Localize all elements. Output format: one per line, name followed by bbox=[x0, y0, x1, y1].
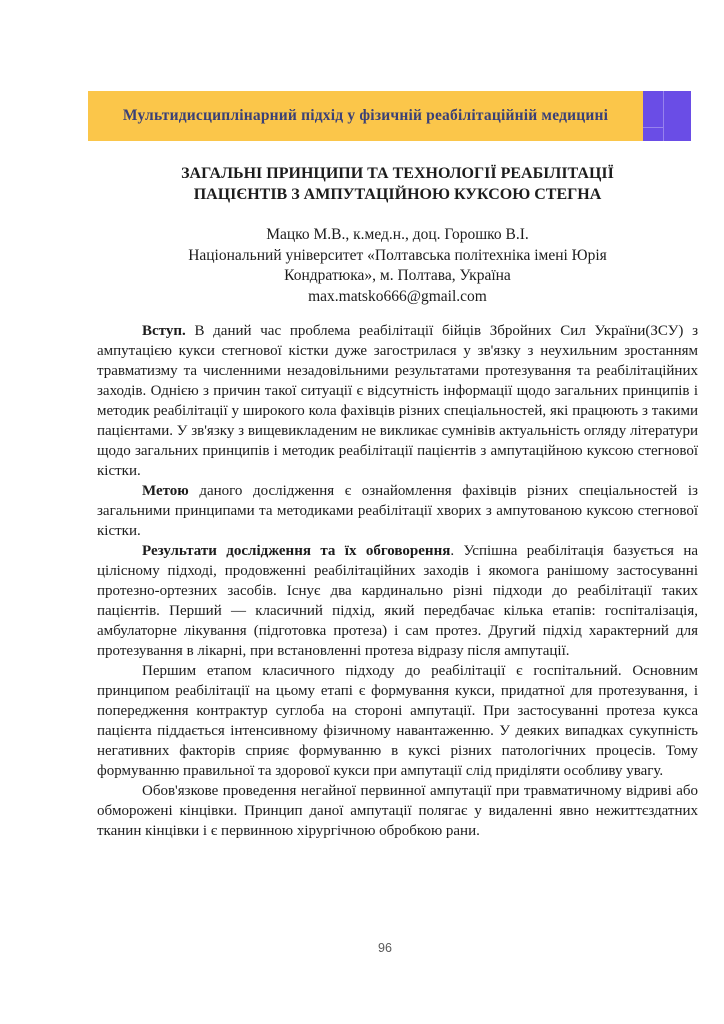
paragraph-intro bbox=[97, 321, 698, 481]
affiliation-line: Національний університет «Полтавська політехніка імені Юрія Кондратюка», м. Полтава, Україна bbox=[188, 246, 607, 284]
email-address: max.matsko666@gmail.com bbox=[308, 287, 487, 305]
paragraph-hospital-stage bbox=[97, 661, 698, 781]
article-meta bbox=[97, 225, 698, 307]
accent-vertical-divider bbox=[663, 91, 664, 141]
section-banner-title: Мультидисциплінарний підхід у фізичній реабілітаційній медицині bbox=[122, 107, 609, 124]
article-content bbox=[97, 163, 698, 841]
page-number: 96 bbox=[378, 941, 392, 955]
paragraph-results bbox=[97, 541, 698, 661]
paragraph-lead: Вступ. bbox=[142, 323, 186, 339]
authors-line: Мацко М.В., к.мед.н., доц. Горошко В.І. bbox=[266, 226, 529, 243]
section-banner bbox=[88, 91, 643, 141]
paragraph-text: . Успішна реабілітація базується на цілісному підході, продовженні реабілітаційних заходів і якомога ранішому застосуванні протезно-ортезних засобів. Існує два кардинально різні підходи до реабілітації таких пацієнтів. Перший — класичний підхід, який передбачає кілька етапів: госпіталізація, амбулаторне лікування (підготовка протеза) і сам протез. Другий підхід характерний для протезування в лікарні, при встановленні протеза відразу після ампутації. bbox=[97, 543, 699, 659]
paragraph-text: В даний час проблема реабілітації бійців Збройних Сил України(ЗСУ) з ампутацією кукси стегнової кістки дуже загострилася у зв'язку з неухильним зростанням травматизму та численними незадовільними результатами протезування та реабілітаційних заходів. Однією з причин такої ситуації є відсутність інформації щодо загальних принципів і методик реабілітації у широкого кола фахівців різних спеціальностей, які працюють з такими пацієнтами. У зв'язку з вищевикладеним не викликає сумнівів актуальність огляду літератури щодо загальних принципів і методик реабілітації пацієнтів з ампутаційною куксою стегнової кістки. bbox=[97, 323, 698, 479]
paragraph-text: Обов'язкове проведення негайної первинної ампутації при травматичному відриві або обморожені кінцівки. Принцип даної ампутації полягає у видаленні явно нежиттєздатних тканин кінцівки і є первинною хірургічною обробкою рани. bbox=[97, 783, 698, 839]
paragraph-text: Першим етапом класичного підходу до реабілітації є госпітальний. Основним принципом реабілітації на цьому етапі є формування кукси, придатної для протезування, і попередження контрактур суглоба на стороні ампутації. При застосуванні протеза кукса пацієнта піддається інтенсивному фізичному навантаженню. У деяких випадках сукупність негативних факторів сприяє формуванню в куксі різних патологічних процесів. Тому формуванню правильної та здорової кукси при ампутації слід приділяти особливу увагу. bbox=[97, 663, 698, 779]
accent-horizontal-divider bbox=[643, 127, 663, 128]
paragraph-aim bbox=[97, 481, 698, 541]
paragraph-amputation bbox=[97, 781, 698, 841]
paragraph-lead: Метою bbox=[142, 483, 189, 499]
banner-accent-blocks bbox=[643, 91, 691, 141]
paragraph-lead: Результати дослідження та їх обговорення bbox=[142, 543, 451, 559]
article-title: ЗАГАЛЬНІ ПРИНЦИПИ ТА ТЕХНОЛОГІЇ РЕАБІЛІТАЦІЇ ПАЦІЄНТІВ З АМПУТАЦІЙНОЮ КУКСОЮ СТЕГНА bbox=[181, 165, 614, 203]
paragraph-text: даного дослідження є ознайомлення фахівців різних спеціальностей із загальними принципами та методиками реабілітації хворих з ампутованою куксою стегнової кістки. bbox=[97, 483, 698, 539]
article-body bbox=[97, 321, 698, 841]
